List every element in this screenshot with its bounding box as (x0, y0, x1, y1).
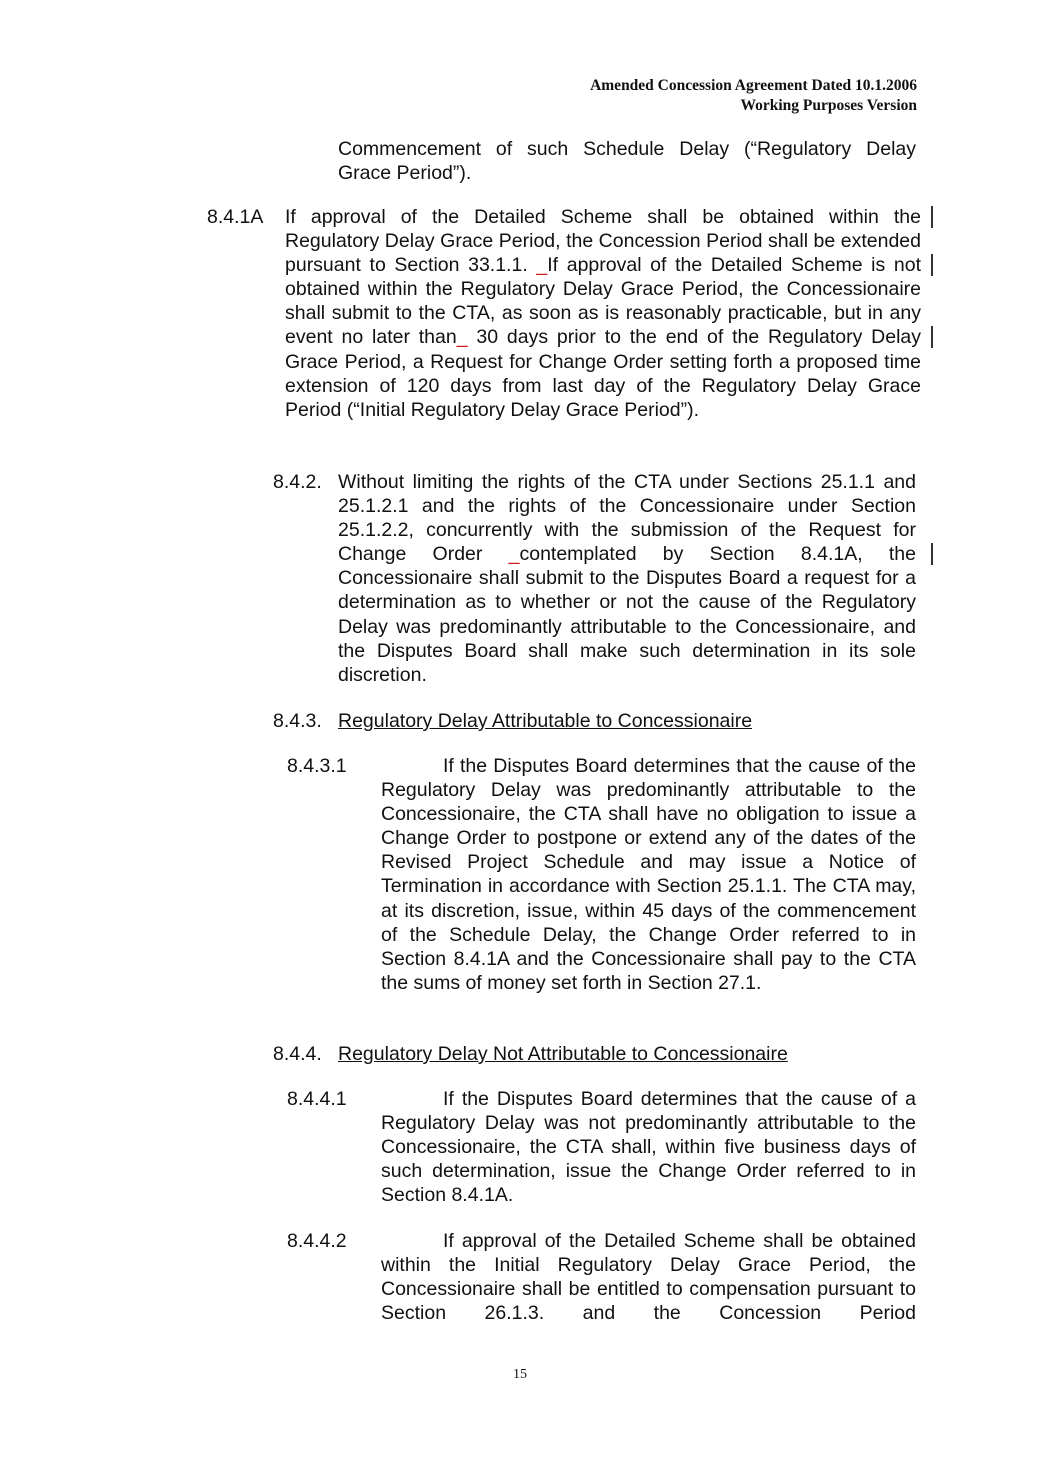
section-number-8-4-4-1: 8.4.4.1 (287, 1088, 347, 1110)
change-bar (931, 254, 933, 276)
section-8-4-1A-body (285, 205, 921, 422)
section-number-8-4-4-2: 8.4.4.2 (287, 1230, 347, 1252)
section-text: If the Disputes Board determines that the cause of the Regulatory Delay was predominantly attributable to the Concessionaire, the CTA shall have no obligation to issue a Change Order to postpone or extend any of the dates of the Revised Project Schedule and may issue a Notice of Termination in accordance with Section 25.1.1. The CTA may, at its discretion, issue, within 45 days of the commencement of the Schedule Delay, the Change Order referred to in Section 8.4.1A and the Concessionaire shall pay to the CTA the sums of money set forth in Section 27.1. (381, 755, 916, 994)
section-number-8-4-2: 8.4.2. (273, 471, 322, 493)
header-title: Amended Concession Agreement Dated 10.1.2006 (590, 77, 917, 94)
page-number: 15 (513, 1367, 527, 1382)
section-text: Without limiting the rights of the CTA under Sections 25.1.1 and 25.1.2.1 and the rights of the Concessionaire under Section 25.1.2.2, concurrently with the submission of the Request for Change Order (338, 471, 916, 566)
header-version: Working Purposes Version (740, 97, 917, 114)
section-number-8-4-4: 8.4.4. (273, 1043, 322, 1065)
change-bar (931, 326, 933, 348)
revision-mark: _ (508, 543, 520, 566)
section-text: If approval of the Detailed Scheme shall be obtained within the Regulatory Delay Grace Period, the Concession Period shall be extended pursuant to Section 33.1.1. (285, 206, 921, 277)
section-8-4-4-1-body (381, 1087, 916, 1207)
section-number-8-4-3-1: 8.4.3.1 (287, 755, 347, 777)
section-text: 30 days prior to the end of the Regulatory Delay Grace Period, a Request for Change Order setting forth a proposed time extension of 120 days from last day of the Regulatory Delay Grace Period (“Initial Regulatory Delay Grace Period”). (285, 326, 921, 421)
section-text: contemplated by Section 8.4.1A, the Concessionaire shall submit to the Disputes Board a request for a determination as to whether or not the cause of the Regulatory Delay was predominantly attributable to the Concessionaire, and the Disputes Board shall make such determination in its sole discretion. (338, 543, 916, 686)
section-8-4-2-body (338, 470, 916, 687)
change-bar (931, 206, 933, 228)
continuation-paragraph (338, 137, 916, 185)
section-text: If approval of the Detailed Scheme is not obtained within the Regulatory Delay Grace Period, the Concessionaire shall submit to the CTA, as soon as is reasonably practicable, but in any event no later than (285, 254, 922, 349)
section-8-4-4-heading: Regulatory Delay Not Attributable to Concessionaire (338, 1043, 788, 1065)
revision-mark: _ (456, 326, 468, 349)
section-8-4-4-2-body (381, 1229, 916, 1325)
page-header (590, 76, 917, 116)
revision-mark: _ (536, 254, 548, 277)
section-8-4-3-heading: Regulatory Delay Attributable to Concessionaire (338, 710, 753, 732)
change-bar (931, 543, 933, 565)
section-text: If the Disputes Board determines that the cause of a Regulatory Delay was not predominantly attributable to the Concessionaire, the CTA shall, within five business days of such determination, issue the Change Order referred to in Section 8.4.1A. (381, 1088, 916, 1207)
section-8-4-3-1-body (381, 754, 916, 995)
section-text: If approval of the Detailed Scheme shall be obtained within the Initial Regulatory Delay Grace Period, the Concessionaire shall be entitled to compensation pursuant to Section 26.1.3. and the Concession Period (381, 1230, 916, 1325)
continuation-text: Commencement of such Schedule Delay (“Regulatory Delay Grace Period”). (338, 138, 916, 185)
section-number-8-4-1A: 8.4.1A (207, 206, 264, 228)
section-number-8-4-3: 8.4.3. (273, 710, 322, 732)
